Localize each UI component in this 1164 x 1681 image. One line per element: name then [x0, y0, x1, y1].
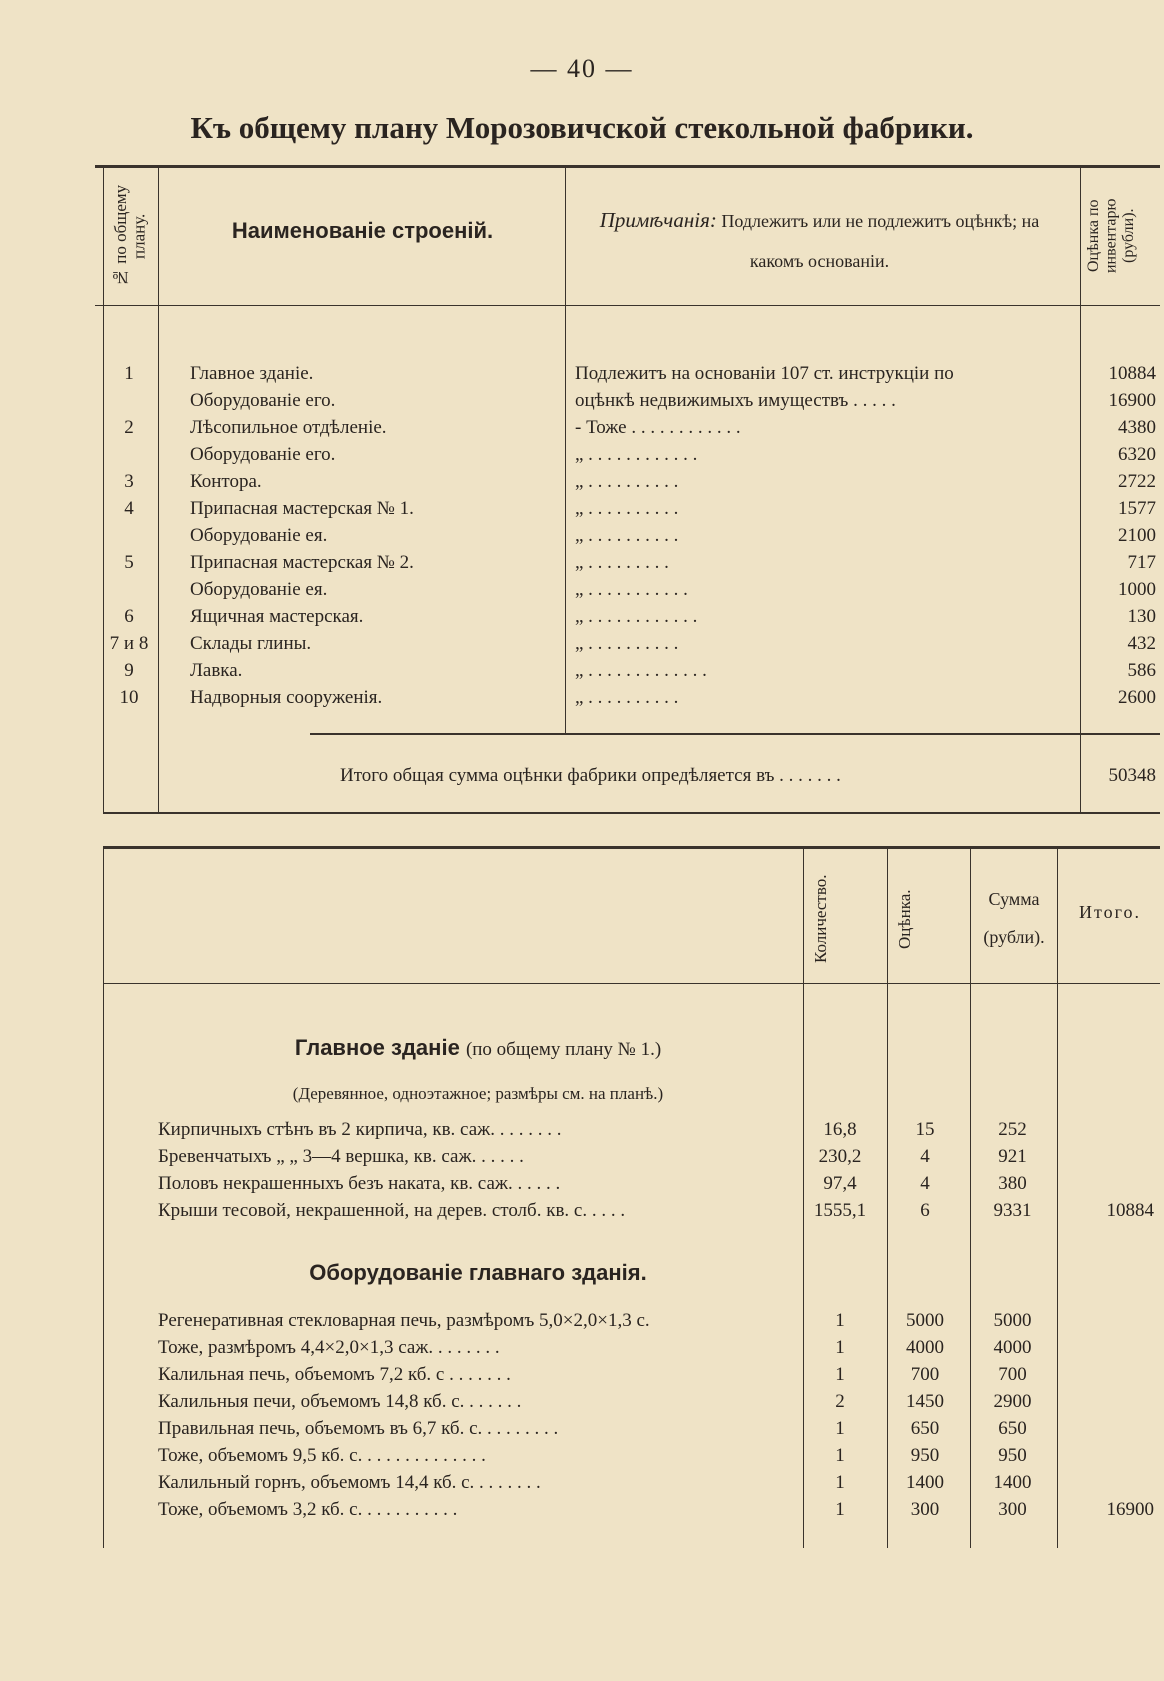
plan-number-cell: 5 — [124, 552, 134, 573]
value-cell: 6320 — [1118, 444, 1156, 465]
table2-top-rule — [103, 846, 1160, 849]
plan-number-cell — [100, 441, 158, 468]
item-price: 15 — [915, 1119, 935, 1140]
item-price: 4 — [920, 1173, 930, 1194]
value-cell: 1000 — [1118, 579, 1156, 600]
item-sum: 1400 — [993, 1472, 1032, 1493]
note-cell: „ . . . . . . . . . . . . — [575, 606, 698, 627]
item-price: 1400 — [906, 1472, 944, 1493]
building-name-cell: Склады глины. — [190, 633, 312, 654]
building-name-cell: Лавка. — [190, 660, 243, 681]
item-description: Кирпичныхъ стѣнъ въ 2 кирпича, кв. саж. . . . . . . . — [158, 1119, 562, 1140]
item-sum: 252 — [998, 1119, 1027, 1140]
item-quantity: 230,2 — [818, 1146, 862, 1167]
note-cell: „ . . . . . . . . . . . — [575, 579, 688, 600]
note-cell: „ . . . . . . . . . . — [575, 525, 679, 546]
note-cell: оцѣнкѣ недвижимыхъ имуществъ . . . . . — [575, 390, 896, 411]
item-quantity: 1 — [835, 1472, 845, 1493]
item-price: 6 — [920, 1200, 930, 1221]
table-row — [0, 1307, 1164, 1334]
item-sum: 921 — [998, 1146, 1027, 1167]
item-description: Бревенчатыхъ „ „ 3—4 вершка, кв. саж. . . . . . — [158, 1146, 524, 1167]
table1-total-rule — [310, 733, 1160, 735]
item-sum: 2900 — [993, 1391, 1032, 1412]
item-description: Тоже, объемомъ 3,2 кб. с. . . . . . . . . . . — [158, 1499, 458, 1520]
note-cell: „ . . . . . . . . . — [575, 552, 669, 573]
item-sum: 650 — [998, 1418, 1027, 1439]
note-cell: „ . . . . . . . . . . — [575, 633, 679, 654]
header-notes-text: Подлежитъ или не подлежитъ оцѣнкѣ; на какомъ основаніи. — [721, 211, 1040, 271]
header-notes-label: Примѣчанія: — [599, 208, 717, 232]
header-building-name: Наименованіе строеній. — [231, 218, 494, 243]
item-quantity: 97,4 — [823, 1173, 857, 1194]
value-cell: 717 — [1127, 552, 1156, 573]
table-row — [0, 1197, 1164, 1224]
table1-bottom-rule — [103, 812, 1160, 814]
value-cell: 10884 — [1108, 363, 1156, 384]
item-quantity: 1 — [835, 1310, 845, 1331]
table-row — [0, 1415, 1164, 1442]
note-cell: „ . . . . . . . . . . . . — [575, 444, 698, 465]
table-row — [0, 1170, 1164, 1197]
item-sum: 380 — [998, 1173, 1027, 1194]
note-cell: „ . . . . . . . . . . — [575, 471, 679, 492]
item-sum: 300 — [998, 1499, 1027, 1520]
header-plan-number: № по общему плану. — [111, 184, 149, 288]
building-name-cell: Оборудованіе ея. — [190, 525, 328, 546]
header-notes — [572, 200, 1067, 281]
plan-number-cell: 3 — [124, 471, 134, 492]
header-inventory-value: Оцѣнка по инвентарю (рубли). — [1085, 198, 1138, 274]
item-quantity: 1 — [835, 1418, 845, 1439]
section-equipment-title: Оборудованіе главнаго зданія. — [309, 1260, 647, 1285]
value-cell: 2722 — [1118, 471, 1156, 492]
building-name-cell: Контора. — [190, 471, 262, 492]
item-quantity: 1 — [835, 1445, 845, 1466]
value-cell: 4380 — [1118, 417, 1156, 438]
value-cell: 2600 — [1118, 687, 1156, 708]
table2-header-rule — [103, 983, 1160, 984]
item-sum: 9331 — [993, 1200, 1032, 1221]
item-price: 650 — [910, 1418, 940, 1439]
table-row — [0, 1469, 1164, 1496]
plan-number-cell — [100, 576, 158, 603]
item-sum: 4000 — [993, 1337, 1032, 1358]
item-price: 5000 — [906, 1310, 944, 1331]
plan-number-cell — [100, 522, 158, 549]
note-cell: „ . . . . . . . . . . — [575, 498, 679, 519]
note-cell: - Тоже . . . . . . . . . . . . — [575, 417, 741, 438]
building-name-cell: Ящичная мастерская. — [190, 606, 364, 627]
building-name-cell: Надворныя сооруженія. — [190, 687, 383, 708]
building-name-cell: Лѣсопильное отдѣленіе. — [190, 417, 387, 438]
header-price: Оцѣнка. — [895, 889, 914, 949]
plan-number-cell — [100, 387, 158, 414]
value-cell: 2100 — [1118, 525, 1156, 546]
note-cell: „ . . . . . . . . . . . . . — [575, 660, 707, 681]
item-sum: 700 — [998, 1364, 1027, 1385]
item-description: Крыши тесовой, некрашенной, на дерев. столб. кв. с. . . . . — [158, 1200, 626, 1221]
note-cell: Подлежитъ на основаніи 107 ст. инструкціи по — [575, 363, 954, 384]
building-name-cell: Оборудованіе его. — [190, 390, 336, 411]
page-number: — 40 — — [530, 54, 634, 83]
section-main-building-title — [158, 1035, 798, 1061]
building-name-cell: Припасная мастерская № 1. — [190, 498, 414, 519]
plan-number-cell: 2 — [124, 417, 134, 438]
item-description: Калильныя печи, объемомъ 14,8 кб. с. . . . . . . — [158, 1391, 522, 1412]
section-main-building-note: (по общему плану № 1.) — [465, 1039, 662, 1060]
item-total: 16900 — [1106, 1499, 1154, 1520]
item-price: 4 — [920, 1146, 930, 1167]
section-main-building-subtitle: (Деревянное, одноэтажное; размѣры см. на планѣ.) — [292, 1084, 664, 1103]
item-quantity: 16,8 — [823, 1119, 857, 1140]
item-price: 300 — [910, 1499, 940, 1520]
item-description: Тоже, размѣромъ 4,4×2,0×1,3 саж. . . . . . . . — [158, 1337, 500, 1358]
header-quantity: Количество. — [811, 874, 830, 964]
building-name-cell: Оборудованіе ея. — [190, 579, 328, 600]
value-cell: 432 — [1127, 633, 1156, 654]
plan-number-cell: 4 — [124, 498, 134, 519]
item-description: Правильная печь, объемомъ въ 6,7 кб. с. . . . . . . . . — [158, 1418, 559, 1439]
table1-col-divider — [158, 168, 159, 813]
table1-col-divider — [565, 168, 566, 733]
item-total: 10884 — [1106, 1200, 1154, 1221]
item-quantity: 2 — [835, 1391, 845, 1412]
note-cell: „ . . . . . . . . . . — [575, 687, 679, 708]
table-row — [0, 1116, 1164, 1143]
item-price: 950 — [910, 1445, 940, 1466]
plan-number-cell: 7 и 8 — [109, 633, 149, 654]
header-total: Итого. — [1078, 902, 1142, 922]
item-price: 4000 — [906, 1337, 944, 1358]
item-description: Половъ некрашенныхъ безъ наката, кв. саж. . . . . . — [158, 1173, 561, 1194]
building-name-cell: Оборудованіе его. — [190, 444, 336, 465]
section-main-building-label: Главное зданіе — [294, 1035, 460, 1060]
table-row — [0, 1334, 1164, 1361]
value-cell: 130 — [1127, 606, 1156, 627]
plan-number-cell: 10 — [119, 687, 139, 708]
value-cell: 16900 — [1108, 390, 1156, 411]
table-row — [0, 1388, 1164, 1415]
table-row — [0, 1143, 1164, 1170]
building-name-cell: Припасная мастерская № 2. — [190, 552, 414, 573]
item-description: Калильный горнъ, объемомъ 14,4 кб. с. . . . . . . . — [158, 1472, 541, 1493]
total-label: Итого общая сумма оцѣнки фабрики опредѣляется въ . . . . . . . — [340, 765, 841, 786]
table-row — [0, 1442, 1164, 1469]
total-value: 50348 — [1108, 765, 1156, 786]
building-name-cell: Главное зданіе. — [190, 363, 314, 384]
plan-number-cell: 1 — [124, 363, 134, 384]
value-cell: 1577 — [1118, 498, 1156, 519]
table1-header-rule — [95, 305, 1160, 306]
item-description: Регенеративная стекловарная печь, размѣромъ 5,0×2,0×1,3 с. — [158, 1310, 650, 1331]
page-title: Къ общему плану Морозовичской стекольной фабрики. — [190, 110, 974, 145]
item-sum: 5000 — [993, 1310, 1032, 1331]
item-description: Калильная печь, объемомъ 7,2 кб. с . . . . . . . — [158, 1364, 511, 1385]
plan-number-cell: 9 — [124, 660, 134, 681]
plan-number-cell: 6 — [124, 606, 134, 627]
item-quantity: 1 — [835, 1337, 845, 1358]
table-row — [0, 1496, 1164, 1523]
item-price: 700 — [910, 1364, 940, 1385]
item-quantity: 1 — [835, 1499, 845, 1520]
item-quantity: 1 — [835, 1364, 845, 1385]
item-sum: 950 — [998, 1445, 1027, 1466]
table-row — [0, 1361, 1164, 1388]
header-sum: Сумма (рубли). — [983, 889, 1045, 947]
item-quantity: 1555,1 — [813, 1200, 867, 1221]
item-description: Тоже, объемомъ 9,5 кб. с. . . . . . . . . . . . . . — [158, 1445, 486, 1466]
item-price: 1450 — [906, 1391, 944, 1412]
table1-top-rule — [95, 165, 1160, 168]
value-cell: 586 — [1127, 660, 1156, 681]
